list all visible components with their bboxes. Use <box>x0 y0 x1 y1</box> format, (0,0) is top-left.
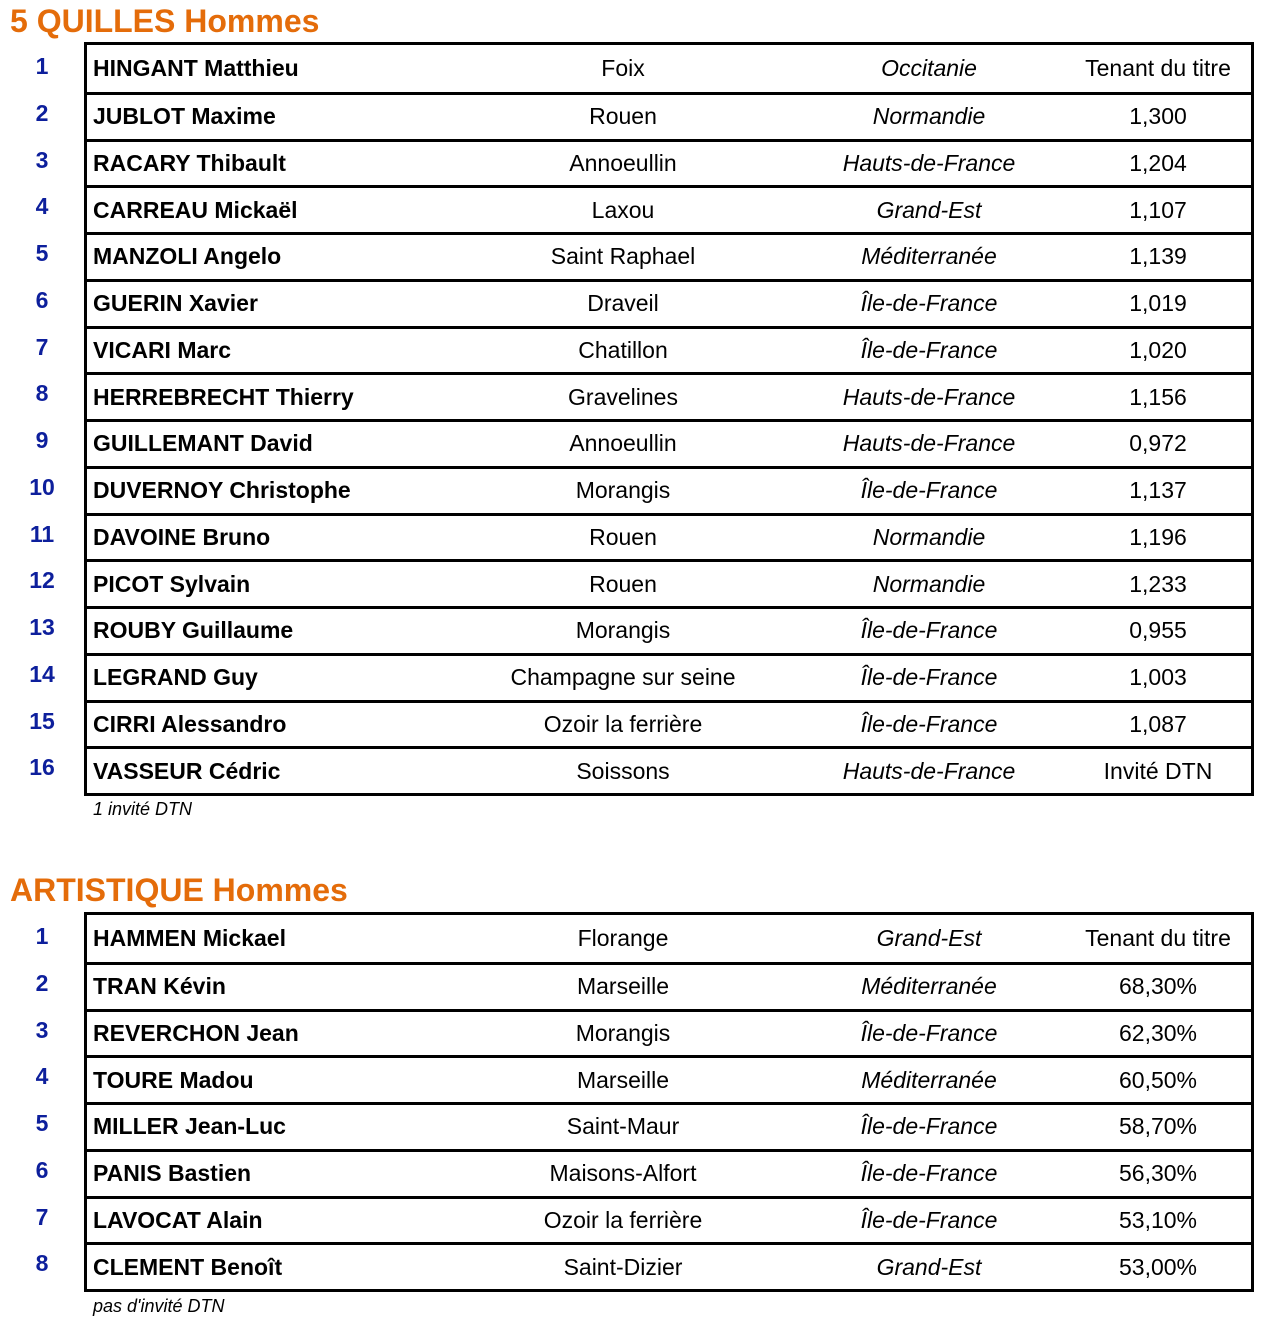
city-cell: Ozoir la ferrière <box>543 710 703 737</box>
player-name: REVERCHON Jean <box>93 1019 299 1046</box>
region-cell: Île-de-France <box>860 617 998 644</box>
region-cell: Grand-Est <box>876 196 982 223</box>
rank-number: 7 <box>35 333 49 360</box>
rank-number: 2 <box>35 969 49 996</box>
city-cell: Maisons-Alfort <box>549 1160 697 1187</box>
table-row <box>87 653 1251 700</box>
rank-number: 11 <box>29 520 55 547</box>
score-cell: 1,204 <box>1129 149 1187 176</box>
city-cell: Foix <box>601 54 645 81</box>
region-cell: Hauts-de-France <box>842 757 1016 784</box>
city-cell: Morangis <box>575 1019 671 1046</box>
city-cell: Rouen <box>589 523 657 550</box>
city-cell: Chatillon <box>578 336 668 363</box>
region-cell: Île-de-France <box>860 336 998 363</box>
table-row <box>87 45 1251 92</box>
table-row <box>87 559 1251 606</box>
player-name: PANIS Bastien <box>93 1160 252 1187</box>
score-cell: 58,70% <box>1118 1113 1197 1140</box>
score-cell: 1,137 <box>1129 477 1187 504</box>
region-cell: Île-de-France <box>860 290 998 317</box>
rank-number: 1 <box>35 53 49 79</box>
region-cell: Île-de-France <box>860 477 998 504</box>
city-cell: Champagne sur seine <box>510 664 736 691</box>
score-cell: 1,019 <box>1129 290 1187 317</box>
rank-number: 2 <box>35 99 49 126</box>
rank-number: 4 <box>35 193 49 220</box>
player-name: MANZOLI Angelo <box>93 243 282 270</box>
region-cell: Île-de-France <box>860 1160 998 1187</box>
player-name: DUVERNOY Christophe <box>93 477 351 504</box>
region-cell: Île-de-France <box>860 710 998 737</box>
region-cell: Occitanie <box>881 54 977 81</box>
player-name: DAVOINE Bruno <box>93 523 271 550</box>
score-cell: 68,30% <box>1118 973 1197 1000</box>
region-cell: Grand-Est <box>876 924 982 951</box>
city-cell: Ozoir la ferrière <box>543 1206 703 1233</box>
player-name: HAMMEN Mickael <box>93 924 286 951</box>
rank-number: 16 <box>29 754 55 781</box>
ranking-table <box>84 42 1254 796</box>
table-row <box>87 1149 1251 1196</box>
player-name: JUBLOT Maxime <box>93 103 276 130</box>
ranking-table <box>84 912 1254 1292</box>
region-cell: Normandie <box>872 523 986 550</box>
rank-number: 8 <box>35 380 49 407</box>
table-row <box>87 139 1251 186</box>
rank-number: 9 <box>35 427 49 453</box>
score-cell: 53,00% <box>1118 1253 1197 1280</box>
city-cell: Marseille <box>576 973 670 1000</box>
rank-number: 6 <box>35 1156 49 1183</box>
player-name: LEGRAND Guy <box>93 664 258 691</box>
score-cell: 0,955 <box>1129 617 1187 644</box>
region-cell: Île-de-France <box>860 1113 998 1140</box>
table-row <box>87 326 1251 373</box>
region-cell: Hauts-de-France <box>842 149 1016 176</box>
player-name: GUERIN Xavier <box>93 290 258 317</box>
table-row <box>87 92 1251 139</box>
table-row <box>87 915 1251 962</box>
city-cell: Rouen <box>589 103 657 130</box>
region-cell: Grand-Est <box>876 1253 982 1280</box>
score-cell: 1,003 <box>1129 664 1187 691</box>
score-cell: 1,196 <box>1129 523 1187 550</box>
table-row <box>87 1055 1251 1102</box>
table-row <box>87 372 1251 419</box>
region-cell: Hauts-de-France <box>842 430 1016 457</box>
rank-number: 4 <box>35 1063 49 1090</box>
region-cell: Méditerranée <box>861 243 997 270</box>
score-cell: 62,30% <box>1118 1019 1197 1046</box>
city-cell: Saint Raphael <box>550 243 696 270</box>
table-row <box>87 232 1251 279</box>
city-cell: Gravelines <box>568 383 678 410</box>
table-row <box>87 419 1251 466</box>
region-cell: Île-de-France <box>860 664 998 691</box>
score-cell: 56,30% <box>1118 1160 1197 1187</box>
player-name: TOURE Madou <box>93 1066 254 1093</box>
city-cell: Morangis <box>575 477 671 504</box>
score-cell: 1,020 <box>1129 336 1187 363</box>
table-row <box>87 606 1251 653</box>
city-cell: Marseille <box>576 1066 670 1093</box>
score-cell: Tenant du titre <box>1085 924 1231 951</box>
player-name: GUILLEMANT David <box>93 430 313 457</box>
city-cell: Draveil <box>587 290 659 317</box>
rank-number: 6 <box>35 286 49 313</box>
region-cell: Île-de-France <box>860 1206 998 1233</box>
player-name: CLEMENT Benoît <box>93 1253 283 1280</box>
score-cell: 1,156 <box>1129 383 1187 410</box>
rank-number: 13 <box>29 614 55 640</box>
table-row <box>87 700 1251 747</box>
city-cell: Rouen <box>589 570 657 597</box>
table-footnote: 1 invité DTN <box>93 799 193 819</box>
player-name: CARREAU Mickaël <box>93 196 298 223</box>
player-name: CIRRI Alessandro <box>93 710 287 737</box>
rank-number: 1 <box>35 923 49 949</box>
score-cell: Invité DTN <box>1103 757 1213 784</box>
city-cell: Annoeullin <box>569 149 677 176</box>
table-row <box>87 185 1251 232</box>
region-cell: Normandie <box>872 570 986 597</box>
table-footnote: pas d'invité DTN <box>93 1296 225 1316</box>
table-row <box>87 962 1251 1009</box>
table-row <box>87 1196 1251 1243</box>
rank-number: 7 <box>35 1203 49 1230</box>
section-title: ARTISTIQUE Hommes <box>10 872 348 908</box>
player-name: VASSEUR Cédric <box>93 757 281 784</box>
table-row <box>87 1009 1251 1056</box>
region-cell: Hauts-de-France <box>842 383 1016 410</box>
region-cell: Méditerranée <box>861 1066 997 1093</box>
rank-number: 10 <box>29 473 55 500</box>
player-name: HINGANT Matthieu <box>93 54 299 81</box>
table-row <box>87 466 1251 513</box>
player-name: PICOT Sylvain <box>93 570 251 597</box>
city-cell: Soissons <box>576 757 670 784</box>
score-cell: 1,300 <box>1129 103 1187 130</box>
city-cell: Florange <box>577 924 669 951</box>
player-name: TRAN Kévin <box>93 973 226 1000</box>
player-name: LAVOCAT Alain <box>93 1206 263 1233</box>
table-row <box>87 746 1251 793</box>
rank-number: 14 <box>29 660 55 687</box>
rank-column <box>0 912 84 1286</box>
rank-number: 15 <box>29 707 55 734</box>
rank-number: 8 <box>35 1250 49 1277</box>
region-cell: Normandie <box>872 103 986 130</box>
player-name: HERREBRECHT Thierry <box>93 383 354 410</box>
rank-column <box>0 42 84 790</box>
score-cell: 1,087 <box>1129 710 1187 737</box>
region-cell: Méditerranée <box>861 973 997 1000</box>
player-name: MILLER Jean-Luc <box>93 1113 286 1140</box>
rank-number: 3 <box>35 146 49 173</box>
player-name: VICARI Marc <box>93 336 232 363</box>
score-cell: 53,10% <box>1118 1206 1197 1233</box>
score-cell: 0,972 <box>1129 430 1187 457</box>
player-name: RACARY Thibault <box>93 149 286 176</box>
section-title: 5 QUILLES Hommes <box>10 3 320 39</box>
score-cell: 1,233 <box>1129 570 1187 597</box>
city-cell: Annoeullin <box>569 430 677 457</box>
score-cell: Tenant du titre <box>1085 54 1231 81</box>
table-row <box>87 513 1251 560</box>
rank-number: 5 <box>35 1110 49 1136</box>
table-row <box>87 1242 1251 1289</box>
score-cell: 1,107 <box>1129 196 1187 223</box>
rank-number: 12 <box>29 567 55 594</box>
score-cell: 60,50% <box>1118 1066 1197 1093</box>
city-cell: Saint-Maur <box>566 1113 680 1140</box>
table-row <box>87 279 1251 326</box>
city-cell: Morangis <box>575 617 671 644</box>
region-cell: Île-de-France <box>860 1019 998 1046</box>
city-cell: Saint-Dizier <box>563 1253 683 1280</box>
score-cell: 1,139 <box>1129 243 1187 270</box>
player-name: ROUBY Guillaume <box>93 617 294 644</box>
rank-number: 3 <box>35 1016 49 1043</box>
table-row <box>87 1102 1251 1149</box>
rank-number: 5 <box>35 240 49 266</box>
city-cell: Laxou <box>591 196 655 223</box>
